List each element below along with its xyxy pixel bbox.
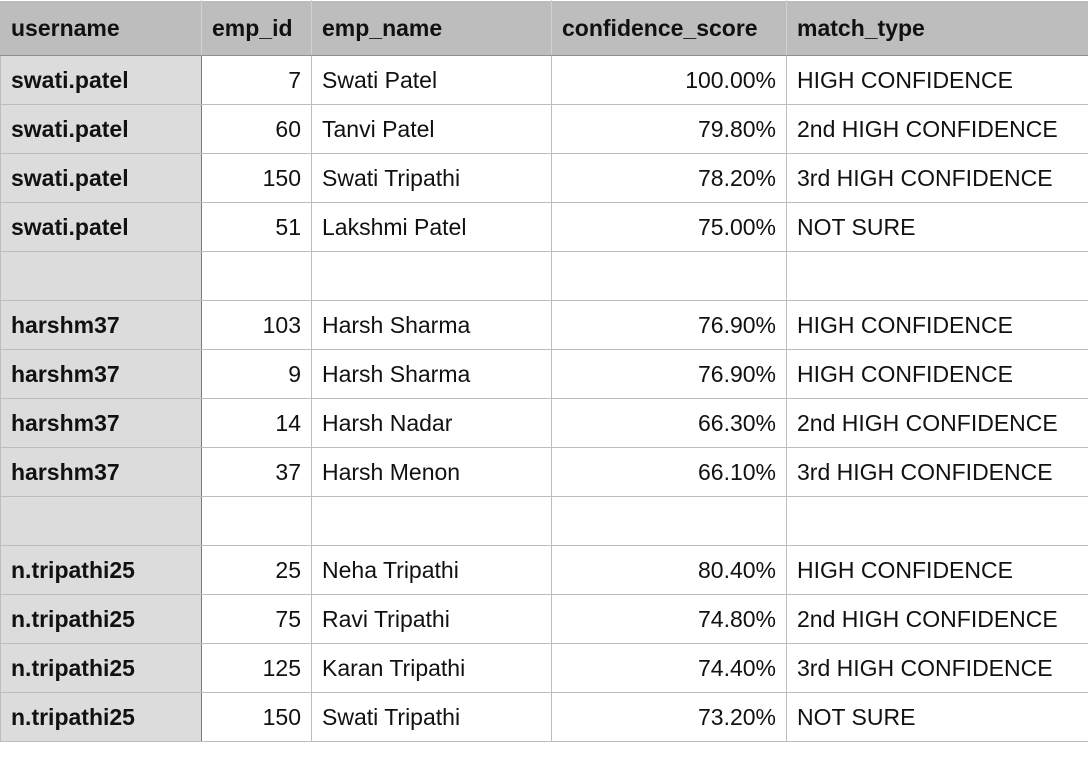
confidence-score-cell[interactable]: 76.90% <box>552 301 787 350</box>
confidence-score-cell[interactable]: 100.00% <box>552 56 787 105</box>
emp-id-cell[interactable]: 75 <box>202 595 312 644</box>
column-header-confidence-score[interactable]: confidence_score <box>552 1 787 56</box>
username-cell[interactable]: n.tripathi25 <box>1 546 202 595</box>
emp-id-cell[interactable] <box>202 497 312 546</box>
username-cell[interactable]: harshm37 <box>1 448 202 497</box>
emp-id-cell[interactable]: 150 <box>202 693 312 742</box>
username-cell[interactable]: swati.patel <box>1 203 202 252</box>
username-cell[interactable]: harshm37 <box>1 301 202 350</box>
emp-name-cell[interactable] <box>312 252 552 301</box>
column-header-match-type[interactable]: match_type <box>787 1 1088 56</box>
table-row <box>1 301 1088 350</box>
emp-id-cell[interactable]: 25 <box>202 546 312 595</box>
table-row <box>1 154 1088 203</box>
emp-name-cell[interactable]: Swati Tripathi <box>312 154 552 203</box>
confidence-score-cell[interactable]: 73.20% <box>552 693 787 742</box>
match-type-cell[interactable]: 3rd HIGH CONFIDENCE <box>787 154 1088 203</box>
table-row <box>1 497 1088 546</box>
emp-name-cell[interactable]: Ravi Tripathi <box>312 595 552 644</box>
emp-name-cell[interactable]: Tanvi Patel <box>312 105 552 154</box>
table-row <box>1 105 1088 154</box>
emp-id-cell[interactable]: 7 <box>202 56 312 105</box>
emp-name-cell[interactable]: Lakshmi Patel <box>312 203 552 252</box>
match-type-cell[interactable]: HIGH CONFIDENCE <box>787 350 1088 399</box>
match-type-cell[interactable]: 3rd HIGH CONFIDENCE <box>787 644 1088 693</box>
match-type-cell[interactable]: 2nd HIGH CONFIDENCE <box>787 105 1088 154</box>
emp-name-cell[interactable]: Swati Patel <box>312 56 552 105</box>
username-cell[interactable]: n.tripathi25 <box>1 693 202 742</box>
table-row <box>1 203 1088 252</box>
match-type-cell[interactable]: 2nd HIGH CONFIDENCE <box>787 399 1088 448</box>
match-type-cell[interactable]: HIGH CONFIDENCE <box>787 546 1088 595</box>
username-cell[interactable] <box>1 497 202 546</box>
match-type-cell[interactable]: NOT SURE <box>787 203 1088 252</box>
confidence-score-cell[interactable]: 78.20% <box>552 154 787 203</box>
confidence-score-cell[interactable]: 66.10% <box>552 448 787 497</box>
emp-name-cell[interactable]: Swati Tripathi <box>312 693 552 742</box>
username-cell[interactable]: harshm37 <box>1 350 202 399</box>
match-type-cell[interactable]: 2nd HIGH CONFIDENCE <box>787 595 1088 644</box>
match-type-cell[interactable]: 3rd HIGH CONFIDENCE <box>787 448 1088 497</box>
emp-id-cell[interactable]: 60 <box>202 105 312 154</box>
confidence-score-cell[interactable]: 66.30% <box>552 399 787 448</box>
emp-id-cell[interactable]: 37 <box>202 448 312 497</box>
table-row <box>1 399 1088 448</box>
emp-name-cell[interactable]: Karan Tripathi <box>312 644 552 693</box>
username-cell[interactable]: n.tripathi25 <box>1 644 202 693</box>
emp-id-cell[interactable]: 14 <box>202 399 312 448</box>
emp-id-cell[interactable]: 150 <box>202 154 312 203</box>
username-cell[interactable]: harshm37 <box>1 399 202 448</box>
match-type-cell[interactable]: HIGH CONFIDENCE <box>787 301 1088 350</box>
table-body <box>1 56 1088 742</box>
header-row <box>1 1 1088 56</box>
emp-id-cell[interactable]: 51 <box>202 203 312 252</box>
emp-name-cell[interactable]: Neha Tripathi <box>312 546 552 595</box>
table-row <box>1 693 1088 742</box>
match-type-cell[interactable] <box>787 497 1088 546</box>
username-cell[interactable]: swati.patel <box>1 105 202 154</box>
table-row <box>1 56 1088 105</box>
emp-name-cell[interactable]: Harsh Nadar <box>312 399 552 448</box>
username-cell[interactable]: swati.patel <box>1 56 202 105</box>
column-header-username[interactable]: username <box>1 1 202 56</box>
table-row <box>1 350 1088 399</box>
emp-name-cell[interactable]: Harsh Sharma <box>312 301 552 350</box>
table-row <box>1 595 1088 644</box>
confidence-score-cell[interactable]: 74.80% <box>552 595 787 644</box>
confidence-score-cell[interactable] <box>552 252 787 301</box>
username-cell[interactable] <box>1 252 202 301</box>
emp-id-cell[interactable]: 125 <box>202 644 312 693</box>
confidence-score-cell[interactable] <box>552 497 787 546</box>
table-row <box>1 546 1088 595</box>
column-header-emp-id[interactable]: emp_id <box>202 1 312 56</box>
emp-id-cell[interactable]: 103 <box>202 301 312 350</box>
match-type-cell[interactable]: HIGH CONFIDENCE <box>787 56 1088 105</box>
username-cell[interactable]: swati.patel <box>1 154 202 203</box>
confidence-score-cell[interactable]: 74.40% <box>552 644 787 693</box>
confidence-score-cell[interactable]: 80.40% <box>552 546 787 595</box>
match-type-cell[interactable] <box>787 252 1088 301</box>
match-type-cell[interactable]: NOT SURE <box>787 693 1088 742</box>
table-row <box>1 644 1088 693</box>
confidence-score-cell[interactable]: 76.90% <box>552 350 787 399</box>
emp-name-cell[interactable] <box>312 497 552 546</box>
column-header-emp-name[interactable]: emp_name <box>312 1 552 56</box>
table-row <box>1 252 1088 301</box>
emp-id-cell[interactable] <box>202 252 312 301</box>
username-cell[interactable]: n.tripathi25 <box>1 595 202 644</box>
confidence-score-cell[interactable]: 75.00% <box>552 203 787 252</box>
emp-name-cell[interactable]: Harsh Menon <box>312 448 552 497</box>
emp-id-cell[interactable]: 9 <box>202 350 312 399</box>
table-row <box>1 448 1088 497</box>
emp-name-cell[interactable]: Harsh Sharma <box>312 350 552 399</box>
confidence-score-cell[interactable]: 79.80% <box>552 105 787 154</box>
